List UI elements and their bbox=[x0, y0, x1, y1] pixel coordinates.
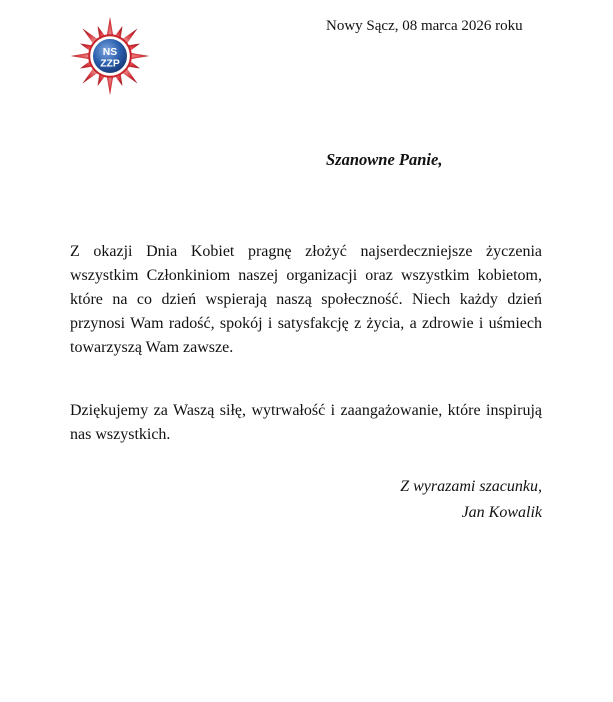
logo-text-bottom: ZZP bbox=[100, 58, 120, 70]
letter-paragraph-1: Z okazji Dnia Kobiet pragnę złożyć najserdeczniejsze życzenia wszystkim Członkiniom naszej organizacji oraz wszystkim kobietom, które na co dzień wspierają naszą społeczność. Niech każdy dzień przynosi Wam radość, spokój i satysfakcję z życia, a zdrowie i uśmiech towarzyszą Wam zawsze. bbox=[70, 243, 542, 356]
signature-name: Jan Kowalik bbox=[461, 504, 542, 521]
organization-logo bbox=[70, 16, 150, 96]
closing-block bbox=[400, 474, 542, 526]
letter-date: Nowy Sącz, 08 marca 2026 roku bbox=[326, 18, 523, 34]
logo-text-top: NS bbox=[102, 47, 118, 59]
closing-phrase: Z wyrazami szacunku, bbox=[400, 478, 542, 495]
salutation: Szanowne Panie, bbox=[326, 150, 443, 169]
letter-paragraph-2: Dziękujemy za Waszą siłę, wytrwałość i zaangażowanie, które inspirują nas wszystkich. bbox=[70, 402, 542, 443]
